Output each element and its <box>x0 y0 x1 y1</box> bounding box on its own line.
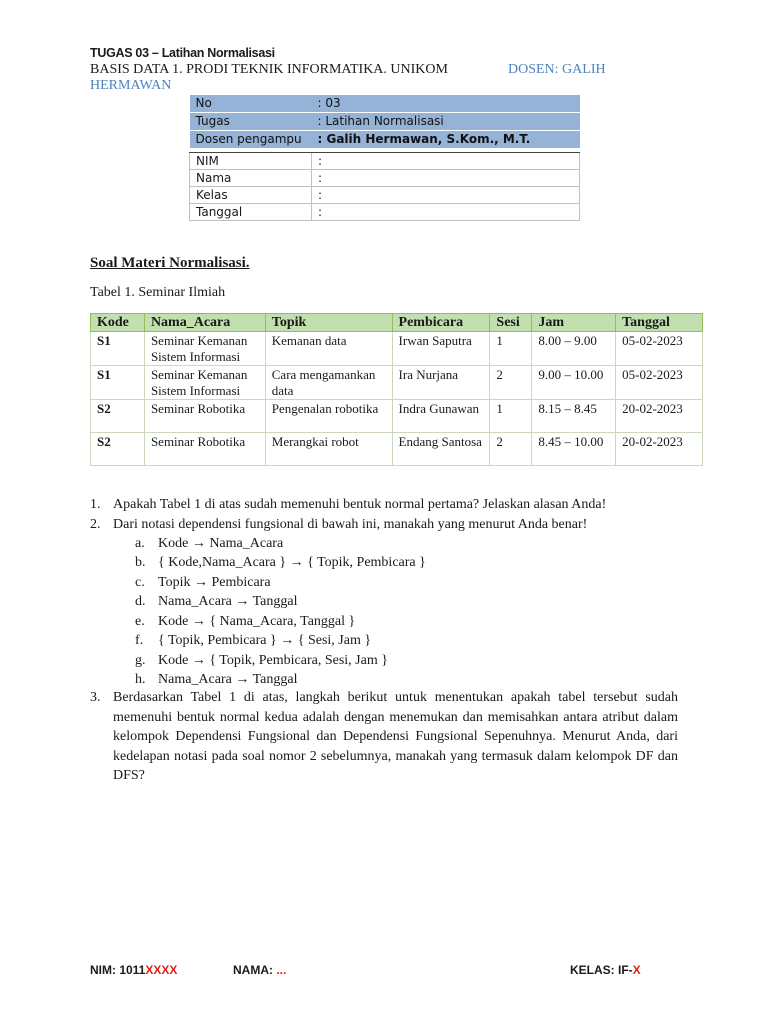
table-caption: Tabel 1. Seminar Ilmiah <box>90 285 226 300</box>
question-number: 2. <box>90 517 101 532</box>
table-cell: Indra Gunawan <box>392 400 490 433</box>
option-c <box>135 573 535 593</box>
table-cell: Seminar Kemanan Sistem Informasi <box>144 366 265 400</box>
info-row-dosen <box>190 131 580 149</box>
option-letter: e. <box>135 614 145 629</box>
table-cell: S2 <box>91 433 145 466</box>
document-title: TUGAS 03 – Latihan Normalisasi <box>90 46 275 60</box>
table-cell: Irwan Saputra <box>392 332 490 366</box>
option-letter: d. <box>135 594 146 609</box>
assignment-info-table <box>189 95 580 221</box>
table-cell: 20-02-2023 <box>616 400 703 433</box>
info-value[interactable]: : <box>312 187 580 204</box>
option-text: Kode → Nama_Acara <box>158 536 284 551</box>
table-cell: S2 <box>91 400 145 433</box>
option-d <box>135 592 535 612</box>
info-label: Nama <box>190 170 312 187</box>
nim-placeholder: XXXX <box>145 963 178 977</box>
info-row-tanggal <box>190 204 580 221</box>
info-row-tugas <box>190 113 580 131</box>
question-text: Dari notasi dependensi fungsional di bawah ini, manakah yang menurut Anda benar! <box>113 517 588 532</box>
info-row-nama <box>190 170 580 187</box>
question-1 <box>0 495 768 515</box>
option-letter: c. <box>135 575 145 590</box>
kelas-placeholder: X <box>632 963 641 977</box>
table-cell: Seminar Robotika <box>144 433 265 466</box>
option-e <box>135 612 535 632</box>
seminar-table <box>90 313 703 466</box>
column-header: Tanggal <box>616 314 703 332</box>
table-header-row <box>91 314 703 332</box>
info-row-no <box>190 95 580 113</box>
option-text: Topik → Pembicara <box>158 575 271 590</box>
info-value: : 03 <box>312 95 580 113</box>
table-cell: Ira Nurjana <box>392 366 490 400</box>
table-cell: 9.00 – 10.00 <box>532 366 616 400</box>
info-value[interactable]: : <box>312 170 580 187</box>
option-g <box>135 651 535 671</box>
info-row-nim <box>190 153 580 170</box>
table-row <box>91 400 703 433</box>
table-row <box>91 366 703 400</box>
nama-placeholder: ... <box>276 963 287 977</box>
option-h <box>135 670 535 690</box>
table-cell: Seminar Kemanan Sistem Informasi <box>144 332 265 366</box>
table-cell: Endang Santosa <box>392 433 490 466</box>
dosen-label-line1: DOSEN: GALIH <box>508 62 606 77</box>
option-letter: b. <box>135 555 146 570</box>
table-cell: 1 <box>490 332 532 366</box>
info-label: No <box>190 95 312 113</box>
nama-label: NAMA: <box>233 963 277 977</box>
info-label: NIM <box>190 153 312 170</box>
footer-kelas <box>570 963 641 977</box>
table-cell: S1 <box>91 332 145 366</box>
column-header: Nama_Acara <box>144 314 265 332</box>
option-b <box>135 553 535 573</box>
column-header: Sesi <box>490 314 532 332</box>
table-cell: S1 <box>91 366 145 400</box>
option-letter: g. <box>135 653 146 668</box>
info-label: Kelas <box>190 187 312 204</box>
column-header: Pembicara <box>392 314 490 332</box>
option-text: { Topik, Pembicara } → { Sesi, Jam } <box>158 633 372 648</box>
table-cell: 8.00 – 9.00 <box>532 332 616 366</box>
table-cell: Kemanan data <box>265 332 392 366</box>
info-value: : Galih Hermawan, S.Kom., M.T. <box>312 131 580 149</box>
question-2 <box>0 515 768 535</box>
table-cell: 05-02-2023 <box>616 366 703 400</box>
nim-label: NIM: 1011 <box>90 963 146 977</box>
option-text: Nama_Acara → Tanggal <box>158 594 298 609</box>
option-letter: a. <box>135 536 145 551</box>
question-3-text: Berdasarkan Tabel 1 di atas, langkah berikut untuk menentukan apakah tabel tersebut sudah memenuhi bentuk normal kedua adalah dengan menemukan dan memisahkan antara atribut dalam kelompok Dependensi Fungsional dan Dependensi Fungsional Sepenuhnya. Menurut Anda, dari kedelapan notasi pada soal nomor 2 sebelumnya, manakah yang termasuk dalam kelompok DF dan DFS? <box>113 690 678 783</box>
option-text: Nama_Acara → Tanggal <box>158 672 298 687</box>
table-cell: 1 <box>490 400 532 433</box>
footer-nim <box>90 963 177 977</box>
info-row-kelas <box>190 187 580 204</box>
option-a <box>135 534 535 554</box>
table-row <box>91 332 703 366</box>
table-cell: 2 <box>490 366 532 400</box>
option-f <box>135 631 535 651</box>
course-subtitle: BASIS DATA 1. PRODI TEKNIK INFORMATIKA. UNIKOM <box>90 62 448 77</box>
table-cell: 05-02-2023 <box>616 332 703 366</box>
table-cell: 20-02-2023 <box>616 433 703 466</box>
column-header: Kode <box>91 314 145 332</box>
question-3-number: 3. <box>90 690 101 705</box>
info-value[interactable]: : <box>312 204 580 221</box>
option-letter: h. <box>135 672 146 687</box>
table-cell: Cara mengamankan data <box>265 366 392 400</box>
table-cell: 8.15 – 8.45 <box>532 400 616 433</box>
table-cell: Pengenalan robotika <box>265 400 392 433</box>
info-label: Tanggal <box>190 204 312 221</box>
column-header: Jam <box>532 314 616 332</box>
table-row <box>91 433 703 466</box>
table-cell: 8.45 – 10.00 <box>532 433 616 466</box>
table-cell: 2 <box>490 433 532 466</box>
question-text: Apakah Tabel 1 di atas sudah memenuhi bentuk normal pertama? Jelaskan alasan Anda! <box>113 497 607 512</box>
info-value[interactable]: : <box>312 153 580 170</box>
info-label: Tugas <box>190 113 312 131</box>
footer-nama <box>233 963 286 977</box>
table-cell: Merangkai robot <box>265 433 392 466</box>
option-text: Kode → { Topik, Pembicara, Sesi, Jam } <box>158 653 388 668</box>
column-header: Topik <box>265 314 392 332</box>
section-title: Soal Materi Normalisasi. <box>90 255 250 271</box>
table-cell: Seminar Robotika <box>144 400 265 433</box>
option-letter: f. <box>135 633 144 648</box>
option-text: { Kode,Nama_Acara } → { Topik, Pembicara } <box>158 555 426 570</box>
question-number: 1. <box>90 497 101 512</box>
dosen-label-line2: HERMAWAN <box>90 78 172 93</box>
kelas-label: KELAS: IF- <box>570 963 633 977</box>
info-value: : Latihan Normalisasi <box>312 113 580 131</box>
option-text: Kode → { Nama_Acara, Tanggal } <box>158 614 356 629</box>
info-label: Dosen pengampu <box>190 131 312 149</box>
